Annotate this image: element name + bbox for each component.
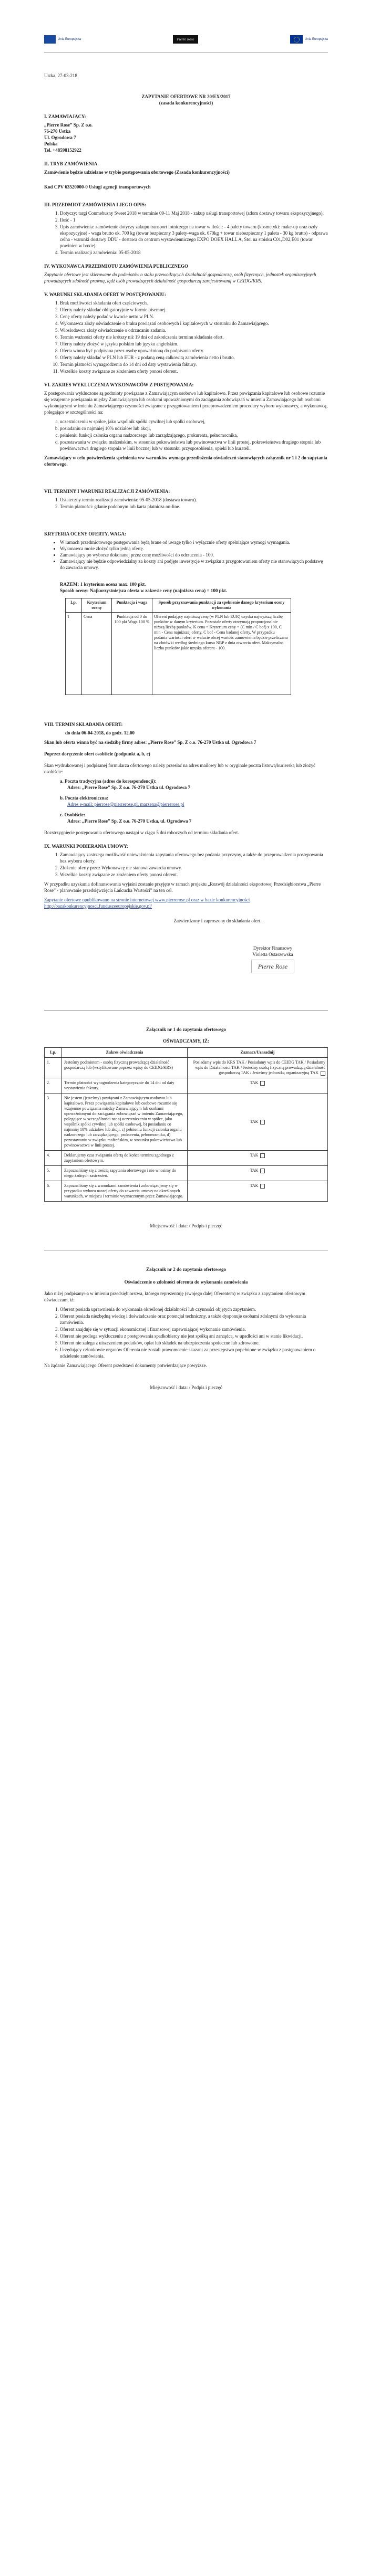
section-ix-list (44, 851, 328, 878)
closing-text: Zatwierdzony i zaproszony do składania ofert. (173, 918, 262, 923)
ix-text: W przypadku uzyskania dofinansowania wyjaśni zostanie przyjęte w ramach projektu „Rozwój działalności eksportowej Przedsiębiorstwa „Pierre Rose” - planowanie przedsięwzięcia Łańcucha Wartości” na ten cel. (44, 881, 321, 893)
table-cell: 5. (45, 1166, 62, 1181)
section-vi-list (44, 418, 328, 451)
list-item: 8. Oferta winna być podpisana przez osobę upoważnioną do podpisania oferty. (60, 348, 328, 354)
checkbox[interactable] (321, 1071, 325, 1076)
ix-publication (44, 897, 328, 909)
criteria-table (65, 598, 291, 695)
page-divider (44, 1010, 328, 1011)
list-item: 11. Wszelkie koszty związane ze złożeniem oferty ponosi oferent. (60, 368, 328, 374)
table-cell: 1. (45, 1058, 62, 1078)
viii-delivery: Poprzez doręczenie ofert osobiście (podpunkt a, b, c) (44, 751, 150, 756)
zal1-sign: Miejscowość i data: / Podpis i pieczęć (150, 1223, 222, 1228)
list-item: 1. Oferent posiada uprawnienia do wykonania określonej działalności lub czynności objętych zapytaniem. (60, 1306, 328, 1312)
checkbox[interactable] (260, 1153, 265, 1158)
list-item: 1. Ostateczny termin realizacji zamówienia: 05-05-2018 (dostawa towaru). (60, 497, 328, 503)
list-item: 4. Oferent nie podlega wykluczeniu z postępowania spadkobiercy nie jest spółką ani zarządcą, w upadłości ani w stanie likwidacji. (60, 1333, 328, 1339)
zal2-sign: Miejscowość i data: / Podpis i pieczęć (150, 1385, 222, 1390)
header-rule (44, 52, 328, 53)
cpv-code: Kod CPV 63520000-0 Usługi agencji transportowych (44, 184, 151, 190)
declaration-table (44, 1047, 328, 1202)
table-cell: 2. (45, 1078, 62, 1094)
table-cell (188, 1166, 328, 1181)
list-item: 4. Wykonawca złoży oświadczenie o braku powiązań osobowych i kapitałowych w stosunku do Zamawiającego. (60, 320, 328, 327)
option-b-label: b. Poczta elektroniczna: (60, 795, 109, 801)
list-item: 2. Ilość - 1 (60, 217, 328, 223)
viii-result: Rozstrzygnięcie postępowania ofertowego nastąpi w ciągu 5 dni roboczych od terminu składania ofert. (44, 830, 239, 835)
table-row (45, 1094, 328, 1151)
list-item: 10. Termin płatności wynagrodzenia do 14 dni od daty wystawienia faktury. (60, 361, 328, 367)
table-cell: 4. (45, 1151, 62, 1166)
section-vi-footer: Zamawiający w celu potwierdzenia spełnienia ww warunków wymaga przedłożenia oświadczeń stanowiących załącznik nr 1 i 2 do zapytania ofertowego. (44, 455, 327, 467)
viii-instructions: Skan wydrukowanej i podpisanej formularza ofertowego należy przesłać na adres mailowy lub w oryginale poczta listową/kurierską lub złożyć osobiście: (44, 763, 316, 774)
table-header-cell: Zakres oświadczenia (62, 1048, 188, 1058)
list-item: 2. Oferty należy składać obligatoryjnie w formie pisemnej. (60, 307, 328, 313)
table-row (45, 1181, 328, 1202)
table-header-row (45, 1048, 328, 1058)
checkbox[interactable] (260, 1169, 265, 1173)
list-item: 5. Wiosłodawca złoży oświadczenie o odrzucaniu zadania. (60, 327, 328, 333)
table-row (45, 1078, 328, 1094)
table-cell: Deklarujemy czas związania ofertą do końca terminu zgodnego z zapytaniem ofertowym. (62, 1151, 188, 1166)
publication-link[interactable]: Zapytanie ofertowe opublikowano na stronie internetowej www.pierrerose.pl oraz w bazie konkurencyjności http://bazakonkurencyjnosci.funduszeeuropejskie.gov.pl/ (44, 897, 250, 909)
table-cell: Cena (82, 613, 112, 695)
section-i-heading: I. ZAMAWIAJĄCY: (44, 114, 86, 119)
table-header-row (66, 598, 291, 613)
sposob-text: Sposób oceny: Najkorzystniejsza oferta w zakresie ceny (najniższa cena) = 100 pkt. (60, 588, 227, 593)
logo-left: Unia Europejska (44, 35, 81, 44)
option-b-value (67, 801, 328, 807)
option-a-value: Adres: „Pierre Rose” Sp. Z o.o. 76-270 Ustka ul. Ogrodowa 7 (67, 785, 190, 790)
section-v-heading: V. WARUNKI SKŁADANIA OFERT W POSTĘPOWANIU: (44, 292, 166, 297)
section-viii-heading: VIII. TERMIN SKŁADANIA OFERT: (44, 722, 123, 727)
declaration-value: TAK (250, 1183, 259, 1188)
tryb-text: Zamówienie będzie udzielane w trybie postępowania ofertowego (Zasada konkurencyjności) (44, 170, 230, 175)
signer-name: Violetta Ostaszewska (252, 952, 293, 957)
table-cell: 1 (66, 613, 82, 695)
list-item: 3. Wszelkie koszty związane ze złożeniem oferty ponosi oferent. (60, 871, 328, 878)
razem-text: RAZEM: 1 kryterium ocena max. 100 pkt. (60, 582, 146, 587)
declaration-value: TAK (250, 1080, 259, 1085)
checkbox[interactable] (260, 1081, 265, 1086)
table-cell (188, 1094, 328, 1151)
table-row (45, 1058, 328, 1078)
table-header-cell: Lp. (66, 598, 82, 613)
declaration-value: Posiadamy wpis do KRS TAK / Posiadamy wpis do CEIDG TAK / Posiadamy wpis do Działalności TAK / Jesteśmy osobą fizyczną prowadzącą działalność gospodarczą TAK / Jesteśmy jednostką organizacyjną TAK (193, 1060, 325, 1075)
list-item: 4. Termin realizacji zamówienia: 05-05-2018 (60, 249, 328, 256)
list-item: 5. Oferent nie zalega z uiszczeniem podatków, opłat lub składek na ubezpieczenia społeczne lub zdrowotne. (60, 1340, 328, 1346)
declaration-value: TAK (250, 1153, 259, 1158)
section-vii-list (44, 497, 328, 510)
section-vi-text: Z postępowania wykluczone są podmioty powiązane z Zamawiającym osobowo lub kapitałowo. Przez powiązania kapitałowe lub osobowe rozumie się wzajemne powiązania między Zamawiającym lub osobami upoważnionymi do zaciągania zobowiązań w imieniu Zamawiającego lub osobami wykonującymi w imieniu Zamawiającego czynności związane z przygotowaniem i przeprowadzeniem procedury wyboru wykonawcy, a wykonawcą, polegające w szczególności na: (44, 391, 328, 415)
section-iv-heading: IV. WYKONAWCA PRZEDMIOTU ZAMÓWIENIA PUBLICZNEGO (44, 264, 188, 269)
list-item: 9. Oferty należy składać w PLN lub EUR - z podaną ceną całkowitą zamówienia netto i brutto. (60, 354, 328, 361)
table-row (45, 1151, 328, 1166)
list-item: 3. Oferent znajduje się w sytuacji ekonomicznej i finansowej zapewniającej wykonanie zamówienia. (60, 1326, 328, 1332)
section-vii-heading: VII. TERMINY I WARUNKI REALIZACJI ZAMÓWIENIA: (44, 489, 170, 494)
list-item: 1. Brak możliwości składania ofert częściowych. (60, 300, 328, 306)
list-item: • Zamawiający nie będzie odpowiedzialny za koszty ani podjęte inwestycje w związku z przygotowaniem oferty nie stanowiących podstawę do zawarcia umowy. (60, 558, 328, 571)
list-item: a. uczestniczeniu w spółce, jako wspólnik spółki cywilnej lub spółki osobowej, (60, 418, 328, 425)
list-item: 6. Urzędujący członkowie organów Oferenta nie zostali prawomocnie skazani za przestępstwo popełnione w związku z postępowaniem o udzielenie zamówienia. (60, 1347, 328, 1359)
list-item: 3. Opis zamówienia: zamówienie dotyczy zakupu transport lotniczego na towar w ilości: - 4 palety towaru (kosmetyki: make-up oraz ozdy ekspozycyjne) - waga brutto ok. 700 kg (towar bezpieczny 3 palety-waga ok. 670kg + towar niebezpieczny 1 paleta - 30 kg brutto) - odprawa celna - warunki dostawy DDU - dostawa do centrum wystawienniczego EXPO DOEX HALL A, Stoi na stoisku C01,D02,E01 (towar powinien w boxie). (60, 224, 328, 249)
eu-funds-icon (44, 35, 56, 44)
section-ii-heading: II. TRYB ZAMÓWIENIA (44, 161, 98, 166)
list-item: 6. Termin ważności oferty nie krótszy niż 19 dni od zakończenia terminu składania ofert. (60, 334, 328, 340)
table-header-cell: Kryterium oceny (82, 598, 112, 613)
company-line: Polska (44, 141, 58, 146)
list-item: 1. Dotyczy: targi Conmebusny Sweet 2018 w terminie 09-11 Maj 2018 - zakup usługi transportowej (zdom dostawy towaru ekspozycyjnego). (60, 210, 328, 216)
zal1-heading: OŚWIADCZAMY, IŻ: (163, 1038, 209, 1044)
option-c-label: c. Osobiście: (60, 812, 85, 817)
table-cell: Termin płatności wynagrodzenia kategorycznie do 14 dni od daty wystawienia faktury. (62, 1078, 188, 1094)
list-item: 2. Złożenie oferty przez Wykonawcę nie stanowi zawarcia umowy. (60, 865, 328, 871)
list-item: b. posiadaniu co najmniej 10% udziałów lub akcji, (60, 425, 328, 432)
email-link[interactable]: Adres e-mail: pierrose@pierrerose.pl, marzena@pierrerose.pl (67, 802, 184, 807)
zal2-list (44, 1306, 328, 1359)
table-header-cell: Sposób przyznawania punktacji za spełnienie danego kryterium oceny wykonania (152, 598, 291, 613)
kryteria-heading: KRYTERIA OCENY OFERTY, WAGA: (44, 531, 127, 537)
section-iii-heading: III. PRZEDMIOT ZAMÓWIENIA I JEGO OPIS: (44, 202, 146, 207)
table-row (45, 1166, 328, 1181)
list-item: 7. Oferty należy złożyć w języku polskim lub języku angielskim. (60, 341, 328, 347)
table-cell: Punktacja od 0 do 100 pkt Waga 100 % (112, 613, 152, 695)
logo-bar (44, 29, 328, 50)
table-header-cell: Punktacja i waga (112, 598, 152, 613)
table-cell: Zapoznaliśmy się z treścią zapytania ofertowego i nie wnosimy do niego żadnych zastrzeżeń. (62, 1166, 188, 1181)
zal2-footer: Na żądanie Zamawiającego Oferent przedstawi dokumenty potwierdzające powyższe. (44, 1363, 207, 1368)
company-line: Tel. +48598152922 (44, 148, 81, 153)
table-cell (188, 1058, 328, 1078)
zal2-title: Załącznik nr 2 do zapytania ofertowego (146, 1267, 227, 1272)
table-cell (188, 1181, 328, 1202)
list-item: • W ramach przedmiotowego postępowania będą brane od uwagę tylko i wyłącznie oferty spełniające wymogi wymagania. (60, 539, 328, 545)
company-line: „Pierre Rose” Sp. Z o.o. (44, 122, 93, 128)
option-c-value: Adres: „Pierre Rose” Sp. Z o.o. 76-270 Ustka, ul. Ogrodowa 7 (67, 818, 192, 824)
zal2-intro: Jako niżej podpisany/-a w imieniu przedsiębiorstwa, którego reprezentuję (swojego dalej Oferentem) w związku z zapytaniem ofertowym oświadczam, iż: (44, 1291, 305, 1302)
company-line: 76-270 Ustka (44, 129, 71, 134)
option-a-label: a. Poczta tradycyjna (adres do korespondencji): (60, 779, 157, 784)
signature-block (218, 945, 328, 973)
delivery-options (60, 778, 328, 824)
logo-mid: Pierre Rose (173, 35, 199, 44)
table-cell: 3. (45, 1094, 62, 1151)
company-stamp: Pierre Rose (251, 960, 295, 973)
letter-subtitle: (zasada konkurencyjności) (159, 100, 213, 106)
company-lines (44, 122, 328, 153)
kryteria-list (44, 539, 328, 571)
declaration-value: TAK (250, 1119, 259, 1124)
table-cell: 6. (45, 1181, 62, 1202)
table-header-cell: Zaznacz/Uzasadnij (188, 1048, 328, 1058)
checkbox[interactable] (260, 1184, 265, 1189)
table-cell (188, 1078, 328, 1094)
eu-flag-icon (290, 35, 303, 44)
viii-address: Skan lub oferta winna być na siedzibę firmy adres: „Pierre Rose” Sp. Z o.o. 76-270 Ustka ul. Ogrodowa 7 (44, 740, 256, 745)
checkbox[interactable] (260, 1120, 265, 1124)
table-cell: Zapoznaliśmy się z warunkami zamówienia i zobowiązujemy się w przypadku wyboru naszej oferty do zawarcia umowy na określonych warunkach, w miejscu i terminie wyznaczonym przez Zamawiającego. (62, 1181, 188, 1202)
declaration-value: TAK (250, 1168, 259, 1173)
section-iii-list (44, 210, 328, 256)
signer-title: Dyrektor Finansowy (253, 945, 293, 951)
list-item: d. pozostawaniu w związku małżeńskim, w stosunku pokrewieństwa lub powinowactwa w linii prostej, pokrewieństwa drugiego stopnia lub powinowactwa drugiego stopnia w linii bocznej lub w stosunku przysposobienia, opieki lub kurateli. (60, 439, 328, 451)
zal1-title: Załącznik nr 1 do zapytania ofertowego (146, 1027, 227, 1032)
logo-right: Unia Europejska (290, 35, 328, 44)
list-item: 3. Cenę oferty należy podać w kwocie netto w PLN. (60, 313, 328, 320)
section-vi-heading: VI. ZAKRES WYKLUCZENIA WYKONAWCÓW Z POSTĘPOWANIA: (44, 382, 194, 387)
zal2-heading: Oświadczenie o zdolności oferenta do wykonania zamówienia (124, 1279, 248, 1285)
letter-date: Ustka, 27-03-218 (44, 73, 77, 78)
section-iv-text: Zapytanie ofertowe jest skierowane do podmiotów o stażu przewodzących działalność gospodarczą, osób fizycznych, jednostek organizacyjnych prowadzących zdolność prawną, lądź osób prowadzących działalność gospodarczą zarejestrowaną w CEIDG/KRS. (44, 272, 316, 283)
letter-title: ZAPYTANIE OFERTOWE NR 20/EX/2017 (141, 94, 231, 99)
viii-deadline: do dnia 06-04-2018, do godz. 12.00 (65, 730, 135, 735)
section-v-list (44, 300, 328, 374)
document-body (44, 57, 328, 1391)
table-cell: Nie jestem (jesteśmy) powiązani z Zamawiającym osobowo lub kapitałowo. Przez powiązania kapitałowe lub osobowe rozumie się wzajemne powiązania między Zamawiającym lub osobami upoważnionymi do zaciągania zobowiązań w imieniu Zamawiającego, polegające w szczególności na: a) uczestniczeniu w spółce, jako wspólnik spółki cywilnej lub spółki osobowej, b) posiadaniu co najmniej 10% udziałów lub akcji, c) pełnieniu funkcji członka organu nadzorczego lub zarządzającego, prokurenta, pełnomocnika, d) pozostawaniu w związku małżeńskim, w stosunku pokrewieństwa lub powinowactwa w linii prostej. (62, 1094, 188, 1151)
table-cell: Jesteśmy podmiotem - osobą fizyczną prowadzącą działalność gospodarczą lub (wstyfikowane poprzez wpisy do CEIDG/KRS) (62, 1058, 188, 1078)
company-line: Ul. Ogrodowa 7 (44, 135, 76, 140)
section-ix-heading: IX. WARUNKI POBIERANIA UMOWY: (44, 844, 129, 849)
table-row (66, 613, 291, 695)
list-item: 2. Oferent posiada niezbędną wiedzę i doświadczenie oraz potencjał techniczny, a także dysponuje osobami zdolnymi do wykonania zamówienia. (60, 1313, 328, 1326)
list-item: • Wykonawca może złożyć tylko jedną ofertę. (60, 545, 328, 552)
table-header-cell: Lp. (45, 1048, 62, 1058)
table-cell (188, 1151, 328, 1166)
table-cell: Oferent podający najniższą cenę (w PLN lub EUR) uzyska najwyższą liczbę punktów w danym kryterium. Pozostałe oferty otrzymają proporcjonalnie niższą liczbę punktów. K cena = Kryterium ceny = (C min / C bof) x 100, C min - Cena najniższej oferty, C bof - Cena badanej oferty. W przypadku podania wartości ofert w walucie obcej wartość zamówienia będzie przeliczana na złotówki według średniego kursu NBP z dnia otwarcia ofert. Maksymalna liczba punktów jakie uzyska oferent - 100. (152, 613, 291, 695)
list-item: • Zamawiający po wyborze dokonanej przez cenę możliwości do odrzucenia - 100. (60, 552, 328, 558)
list-item: 2. Termin płatności: gdanie podobnym lub karta płatnicza on-line. (60, 503, 328, 510)
list-item: 1. Zamawiający zastrzega możliwość unieważnienia zapytania ofertowego bez podania przyczyny, a także do przeprowadzenia postępowania bez wyboru oferty. (60, 851, 328, 864)
list-item: c. pełnieniu funkcji członka organu nadzorczego lub zarządzającego, prokurenta, pełnomocnika, (60, 432, 328, 438)
